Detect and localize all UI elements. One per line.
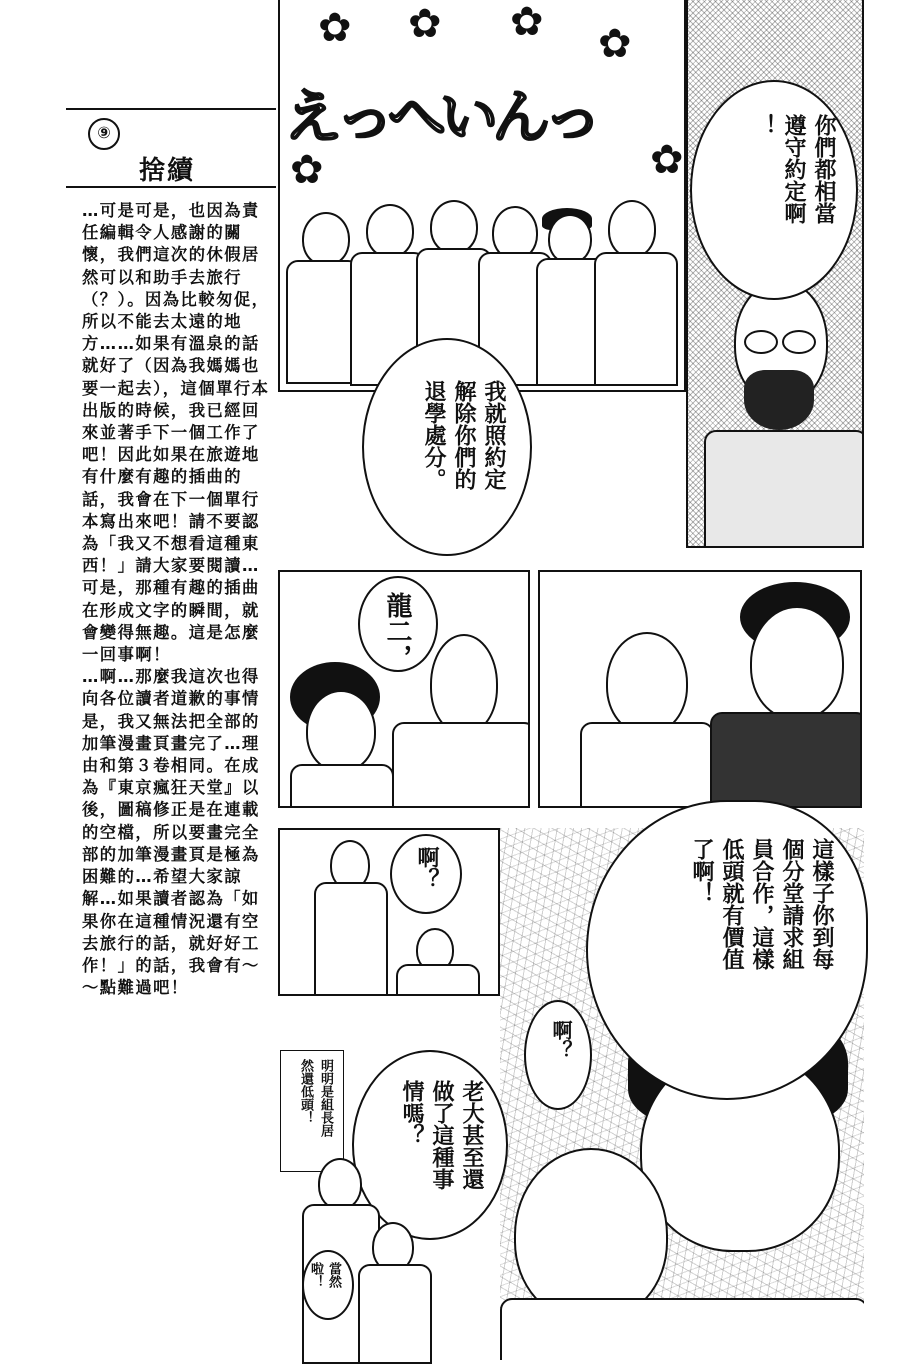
speech-text: 這樣子你到每 個分堂請求組 員合作，這樣 低頭就有價值 了啊！ [689,838,834,970]
panel-principal-ah [278,828,500,996]
panel-smiling-students [538,570,862,808]
speech-text: 龍二， [382,592,412,670]
sound-effect-text: えっへいんっ [284,83,597,151]
principal-and-man-art [280,830,500,996]
flower-decoration: ✿ [290,147,324,193]
speech-text: 我就照約定 解除你們的 退學處分。 [421,380,506,490]
speech-bubble-of-course [302,1250,354,1320]
speech-bubble-kept-promise [690,80,858,300]
speech-text: 啊？ [549,1020,573,1060]
speech-bubble-bowing-worth [586,800,868,1100]
panel-ryuji [278,570,530,808]
speech-bubble-lift-expulsion [362,338,532,556]
sidebar-essay-text: …可是可是，也因為責任編輯令人感謝的關懷，我們這次的休假居然可以和助手去旅行（？）。因為比較匆促，所以不能去太遠的地方……如果有溫泉的話就好了（因為我媽媽也要一起去），這個單行本出版的時候，我已經回來並著手下一個工作了吧！因此如果在旅遊地有什麼有趣的插曲的話，我會在下一個單行本寫出來吧！請不要認為「我又不想看這種東西！」請大家要閱讀…可是，那種有趣的插曲在形成文字的瞬間，就會變得無趣。這是怎麼一回事啊！ …啊…那麼我這次也得向各位讀者道歉的事情是，我又無法把全部的加筆漫畫頁畫完了…理由和第３卷相同。在成為『東京瘋狂天堂』以後，圖稿修正是在連載的空檔，所以要畫完全部的加筆漫畫頁是極為困難的…希望大家諒解…如果讀者認為「如果你在這種情況還有空去旅行的話，就好好工作！」的話，我會有～～點難過吧！ [82,201,270,998]
flower-decoration: ✿ [408,1,442,47]
flower-decoration: ✿ [650,137,684,183]
speech-bubble-ryuji [358,576,438,672]
speech-text: 你們都相當 遵守約定啊 ！ [751,114,836,224]
sidebar-bottom-rule [66,186,276,188]
speech-text: 啊？ [414,846,439,890]
flower-decoration: ✿ [318,5,352,51]
speech-bubble-ah-small [524,1000,592,1110]
narration-text: 明明是組長居 然還低頭！ [298,1059,333,1137]
sidebar-title: 捨續 [138,156,195,186]
speech-bubble-ah [390,834,462,914]
smiling-students-art [540,572,862,808]
speech-text: 老大甚至還 做了這種事 情嗎？ [399,1080,484,1190]
panel-students-bowing [278,0,686,392]
speech-text: 當然 啦！ [308,1262,341,1288]
chapter-number-badge: ⑨ [88,118,120,150]
flower-decoration: ✿ [510,0,544,45]
principal-art [724,280,844,548]
flower-decoration: ✿ [598,21,632,67]
sidebar-top-rule [66,108,276,110]
